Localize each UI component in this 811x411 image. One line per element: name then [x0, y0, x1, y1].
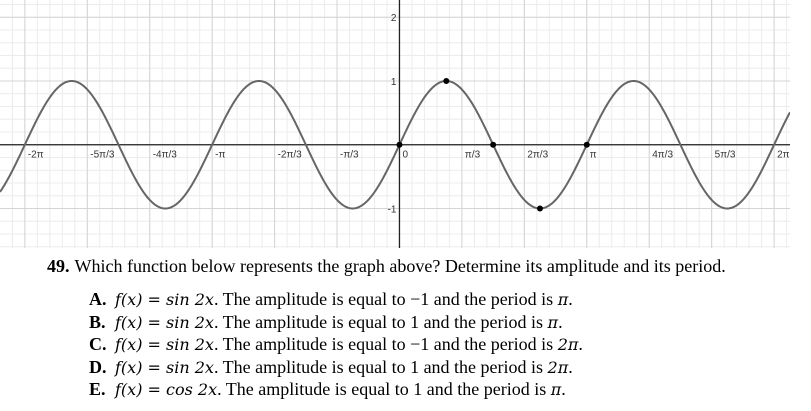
option-text: . The amplitude is equal to −1 and the period is: [213, 289, 558, 309]
option-letter: E.: [89, 379, 106, 399]
x-tick-label: -5π/3: [90, 149, 115, 161]
option-end: .: [568, 356, 573, 377]
option-letter: A.: [89, 289, 107, 309]
question-number: 49.: [47, 256, 70, 276]
option-e: [89, 378, 583, 401]
option-formula: f(x) = sin 2x: [115, 290, 214, 309]
option-end: .: [561, 379, 566, 399]
question: [47, 256, 726, 277]
y-tick-label: 2: [390, 13, 397, 25]
option-letter: C.: [89, 334, 107, 354]
option-formula: f(x) = cos 2x: [115, 380, 218, 399]
option-a: [89, 288, 583, 311]
y-tick-label: 1: [390, 76, 397, 88]
option-text: . The amplitude is equal to −1 and the period is: [213, 334, 558, 354]
marked-point: [537, 205, 543, 211]
x-tick-label: 5π/3: [714, 149, 736, 161]
question-text: Which function below represents the graph above? Determine its amplitude and its period.: [74, 256, 726, 276]
x-tick-label: -π/3: [340, 149, 359, 161]
option-end: .: [578, 334, 583, 354]
marked-point: [584, 142, 590, 148]
option-text: . The amplitude is equal to 1 and the period is: [217, 379, 551, 399]
x-tick-label: -4π/3: [152, 149, 177, 161]
option-end: .: [558, 311, 563, 332]
x-tick-label: π: [589, 149, 597, 161]
x-tick-label: -2π/3: [277, 149, 302, 161]
x-tick-label: π/3: [464, 149, 481, 161]
tick-labels: [28, 13, 790, 215]
option-period: π: [550, 380, 562, 399]
option-d: [89, 356, 583, 379]
option-formula: f(x) = sin 2x: [115, 312, 214, 332]
y-tick-label: -1: [387, 204, 397, 216]
option-b: [89, 311, 583, 334]
option-period: π: [557, 290, 569, 309]
option-text: . The amplitude is equal to 1 and the period is: [213, 356, 548, 377]
x-tick-label: 4π/3: [652, 149, 674, 161]
option-end: .: [568, 289, 573, 309]
option-letter: B.: [89, 311, 106, 332]
option-formula: f(x) = sin 2x: [115, 357, 214, 377]
option-text: . The amplitude is equal to 1 and the period is: [213, 311, 548, 332]
x-tick-label: -2π: [27, 149, 44, 161]
marked-point: [490, 142, 496, 148]
option-period: 2π: [557, 335, 579, 354]
answer-options: [89, 288, 583, 401]
marked-point: [443, 78, 449, 84]
option-c: [89, 333, 583, 356]
option-period: 2π: [547, 357, 569, 377]
option-period: π: [547, 312, 559, 332]
x-tick-label: 2π: [777, 149, 790, 161]
option-letter: D.: [89, 356, 107, 377]
marked-point: [396, 142, 402, 148]
x-tick-label: 2π/3: [527, 149, 549, 161]
x-tick-label: 0: [402, 149, 409, 161]
option-formula: f(x) = sin 2x: [115, 335, 214, 354]
x-tick-label: -π: [215, 149, 226, 161]
